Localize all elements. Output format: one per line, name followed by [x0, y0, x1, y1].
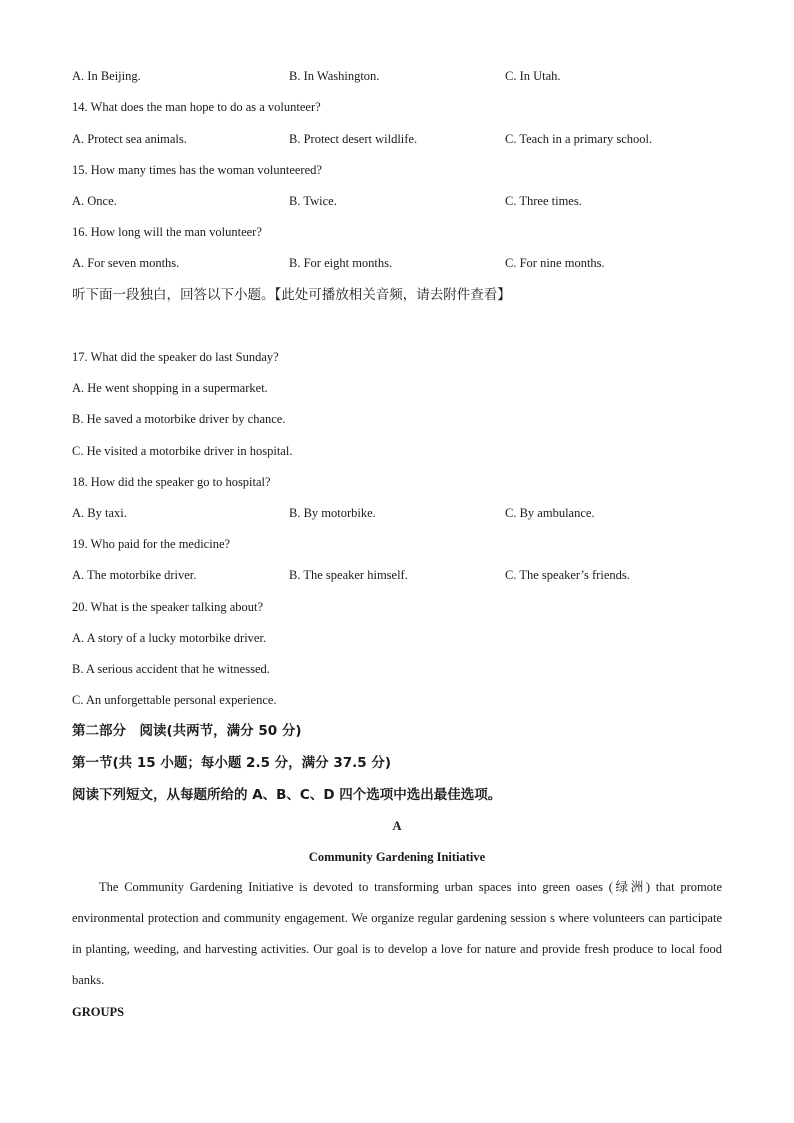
q14-option-a: A. Protect sea animals.	[72, 132, 187, 146]
passage-body: The Community Gardening Initiative is devoted to transforming urban spaces into green oases (绿洲) that promote environmental protection and community engagement. We organize regular gardening session s where volunteers can participate in planting, weeding, and harvesting activities. Our goal is to develop a love for nature and provide fresh produce to local food banks.	[72, 880, 722, 987]
q16-option-a: A. For seven months.	[72, 256, 180, 270]
q13-option-a: A. In Beijing.	[72, 69, 141, 83]
q19-question: 19. Who paid for the medicine?	[72, 537, 231, 551]
q18-question: 18. How did the speaker go to hospital?	[72, 475, 271, 489]
q14-question: 14. What does the man hope to do as a volunteer?	[72, 100, 321, 114]
q19-option-c: C. The speaker’s friends.	[505, 568, 630, 582]
q13-option-c: C. In Utah.	[505, 69, 561, 83]
q17-option-c: C. He visited a motorbike driver in hospital.	[72, 444, 293, 458]
q20-option-a: A. A story of a lucky motorbike driver.	[72, 631, 267, 645]
q15-option-c: C. Three times.	[505, 194, 582, 208]
passage-letter: A	[392, 819, 402, 833]
part2-heading: 第二部分 阅读(共两节，满分 50 分)	[72, 723, 302, 739]
q18-option-c: C. By ambulance.	[505, 506, 595, 520]
q19-option-b: B. The speaker himself.	[289, 568, 408, 582]
q19-option-a: A. The motorbike driver.	[72, 568, 197, 582]
q20-option-b: B. A serious accident that he witnessed.	[72, 662, 270, 676]
q14-option-c: C. Teach in a primary school.	[505, 132, 653, 146]
q13-option-b: B. In Washington.	[289, 69, 380, 83]
reading-instruction: 阅读下列短文，从每题所给的 A、B、C、D 四个选项中选出最佳选项。	[72, 787, 502, 803]
q17-question: 17. What did the speaker do last Sunday?	[72, 350, 279, 364]
groups-heading: GROUPS	[72, 1005, 125, 1019]
q15-option-b: B. Twice.	[289, 194, 337, 208]
q18-option-a: A. By taxi.	[72, 506, 127, 520]
section1-heading: 第一节(共 15 小题；每小题 2.5 分，满分 37.5 分)	[72, 755, 392, 771]
q18-option-b: B. By motorbike.	[289, 506, 376, 520]
q17-option-a: A. He went shopping in a supermarket.	[72, 381, 268, 395]
q20-option-c: C. An unforgettable personal experience.	[72, 693, 277, 707]
q17-option-b: B. He saved a motorbike driver by chance.	[72, 412, 286, 426]
q15-option-a: A. Once.	[72, 194, 117, 208]
q16-question: 16. How long will the man volunteer?	[72, 225, 262, 239]
monologue-instruction: 听下面一段独白，回答以下小题。【此处可播放相关音频，请去附件查看】	[72, 287, 511, 303]
q15-question: 15. How many times has the woman volunteered?	[72, 163, 322, 177]
q16-option-b: B. For eight months.	[289, 256, 393, 270]
passage-title: Community Gardening Initiative	[308, 850, 486, 864]
q20-question: 20. What is the speaker talking about?	[72, 600, 264, 614]
q14-option-b: B. Protect desert wildlife.	[289, 132, 418, 146]
q16-option-c: C. For nine months.	[505, 256, 605, 270]
